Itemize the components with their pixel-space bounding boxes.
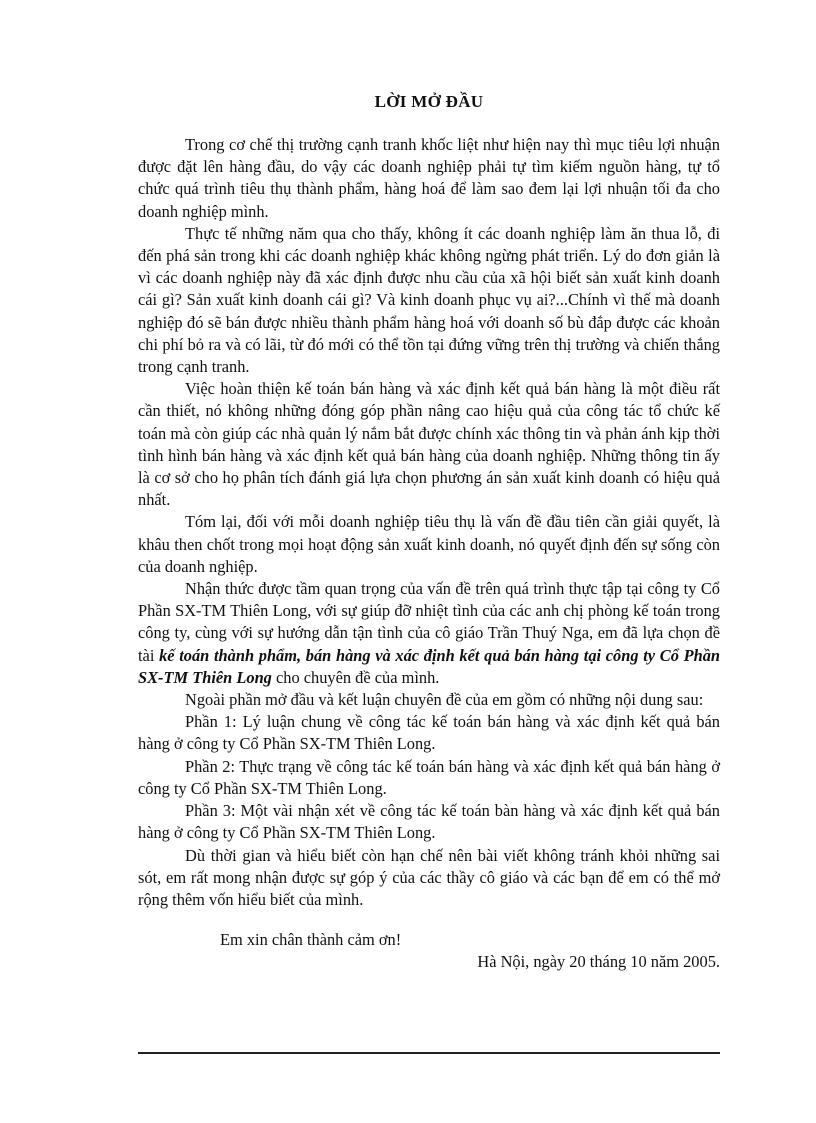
paragraph-3: Việc hoàn thiện kế toán bán hàng và xác định kết quả bán hàng là một điều rất cần thiết, nó không những đóng góp phần nâng cao hiệu quả của công tác tổ chức kế toán mà còn giúp các nhà quản lý nắm bắt được chính xác thông tin và phản ánh kịp thời tình hình bán hàng và xác định kết quả bán hàng của doanh nghiệp. Những thông tin ấy là cơ sở cho họ phân tích đánh giá lựa chọn phương án sản xuất kinh doanh có hiệu quả nhất. xyxy=(138,379,720,510)
paragraph-part-1: Phần 1: Lý luận chung về công tác kế toán bán hàng và xác định kết quả bán hàng ở công ty Cổ Phần SX-TM Thiên Long. xyxy=(138,712,720,754)
paragraph-closing-remarks: Dù thời gian và hiểu biết còn hạn chế nên bài viết không tránh khỏi những sai sót, em rất mong nhận được sự góp ý của các thầy cô giáo và các bạn để em có thể mở rộng thêm vốn hiểu biết của mình. xyxy=(138,845,720,909)
paragraph-topic xyxy=(138,578,720,689)
paragraph-part-3: Phần 3: Một vài nhận xét về công tác kế toán bàn hàng và xác định kết quả bán hàng ở công ty Cổ Phần SX-TM Thiên Long. xyxy=(138,801,720,843)
topic-outro: cho chuyên đề của mình. xyxy=(271,667,440,687)
closing-thanks: Em xin chân thành cảm ơn! xyxy=(220,930,402,950)
document-page xyxy=(138,92,720,974)
paragraph-part-2: Phần 2: Thực trạng về công tác kế toán bán hàng và xác định kết quả bán hàng ở công ty Cổ Phần SX-TM Thiên Long. xyxy=(138,756,720,798)
paragraph-4: Tóm lại, đối với mỗi doanh nghiệp tiêu thụ là vấn đề đầu tiên cần giải quyết, là khâu then chốt trong mọi hoạt động sản xuất kinh doanh, nó quyết định đến sự sống còn của doanh nghiệp. xyxy=(138,512,720,576)
footer-divider xyxy=(138,1052,720,1054)
topic-title-bold: kế toán thành phẩm, bán hàng và xác định kết quả bán hàng tại công ty Cổ Phần SX-TM Thiên Long xyxy=(138,645,721,687)
paragraph-contents-intro: Ngoài phần mở đầu và kết luận chuyên đề của em gồm có những nội dung sau: xyxy=(185,690,704,710)
paragraph-1: Trong cơ chế thị trường cạnh tranh khốc liệt như hiện nay thì mục tiêu lợi nhuận được đặt lên hàng đầu, do vậy các doanh nghiệp phải tự tìm kiếm nguồn hàng, tự tổ chức quá trình tiêu thụ thành phẩm, hàng hoá để làm sao đem lại lợi nhuận tối đa cho doanh nghiệp mình. xyxy=(138,135,720,221)
date-line: Hà Nội, ngày 20 tháng 10 năm 2005. xyxy=(477,952,720,972)
paragraph-2: Thực tế những năm qua cho thấy, không ít các doanh nghiệp làm ăn thua lỗ, đi đến phá sản trong khi các doanh nghiệp khác không ngừng phát triển. Lý do đơn giản là vì các doanh nghiệp này đã xác định được nhu cầu của xã hội biết sản xuất kinh doanh cái gì? Sản xuất kinh doanh cái gì? Và kinh doanh phục vụ ai?...Chính vì thế mà doanh nghiệp đó sẽ bán được nhiều thành phẩm hàng hoá với doanh số bù đắp được các khoản chi phí bỏ ra và có lãi, từ đó mới có thể tồn tại đứng vững trên thị trường và chiến thắng trong cạnh tranh. xyxy=(138,223,720,377)
page-title: LỜI MỞ ĐẦU xyxy=(374,92,484,111)
spacer xyxy=(138,911,720,929)
topic-intro: Nhận thức được tầm quan trọng của vấn đề trên quá trình thực tập tại công ty Cổ Phần SX-TM Thiên Long, với sự giúp đỡ nhiệt tình của các anh chị phòng kế toán trong công ty, cùng với sự hướng dẫn tận tình của cô giáo Trần Thuý Nga, em đã lựa chọn đề tài xyxy=(138,579,720,665)
